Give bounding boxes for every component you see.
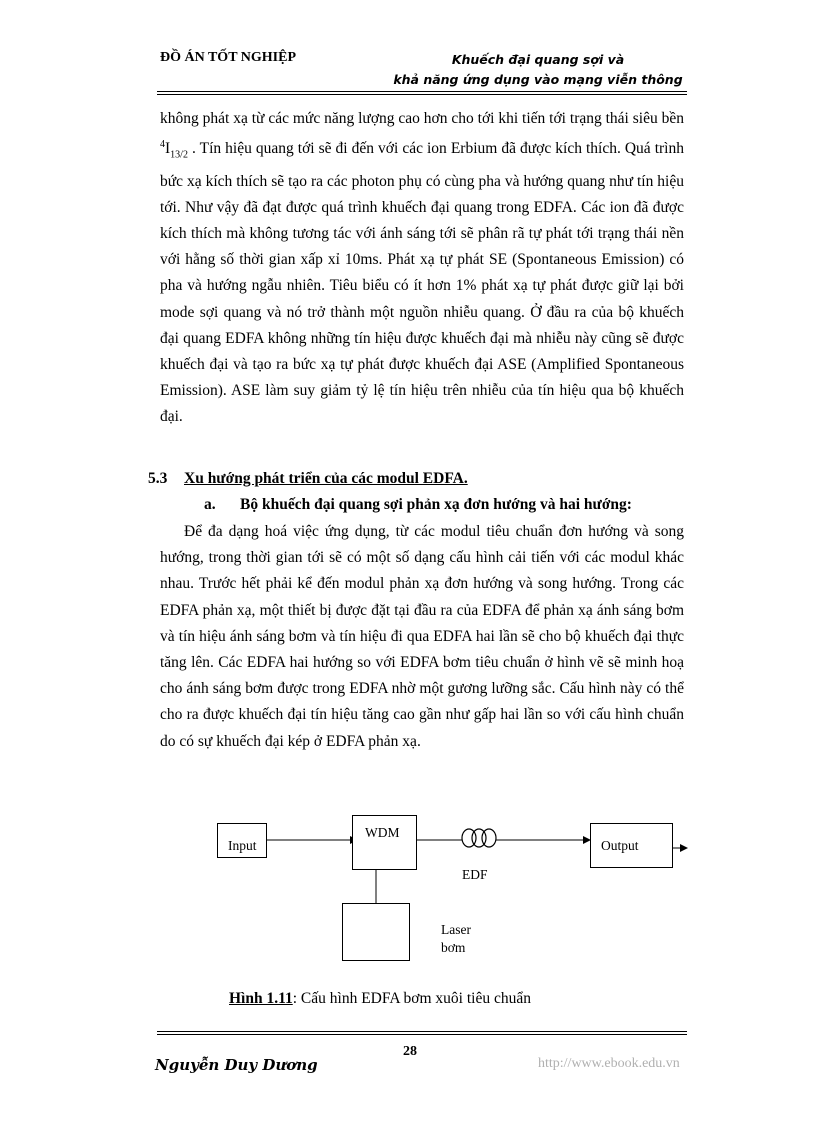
output-label: Output xyxy=(601,838,639,853)
header-title-left: ĐỒ ÁN TỐT NGHIỆP xyxy=(160,50,297,65)
section-number: 5.3 xyxy=(148,470,168,487)
wdm-box xyxy=(352,815,417,870)
footer-rule-bottom xyxy=(157,1034,687,1035)
caption-text: : Cấu hình EDFA bơm xuôi tiêu chuẩn xyxy=(292,990,531,1007)
caption-label: Hình 1.11 xyxy=(229,990,293,1007)
subsection-title: Bộ khuếch đại quang sợi phản xạ đơn hướng và hai hướng: xyxy=(240,496,632,513)
para1-symbol: I xyxy=(165,140,171,158)
subsection-letter: a. xyxy=(204,496,216,513)
page-number: 28 xyxy=(403,1044,417,1059)
header-right-line1: Khuếch đại quang sợi và xyxy=(451,52,625,67)
laser-label-line2: bơm xyxy=(441,940,466,955)
laser-label xyxy=(441,921,471,957)
para1-subscript: 13/2 xyxy=(170,149,188,161)
footer-url: http://www.ebook.edu.vn xyxy=(538,1056,680,1071)
wdm-label: WDM xyxy=(365,825,400,840)
para1-text-b: . Tín hiệu quang tới sẽ đi đến với các ion Erbium đã được kích thích. Quá trình bức xạ kích thích sẽ tạo ra các photon phụ có cùng pha và hướng quang như tín hiệu tới. Như vậy đã đạt được quá trình khuếch đại quang trong EDFA. Các ion đã được kích thích mà không tương tác với ánh sáng tới sẽ phân rã tự phát tới trạng thái nền với hằng số thời gian xấp xỉ 10ms. Phát xạ tự phát SE (Spontaneous Emission) có pha và hướng ngẫu nhiên. Tiêu biểu có ít hơn 1% phát xạ tự phát được giữ lại bởi mode sợi quang và nó trở thành một nguồn nhiễu quang. Ở đầu ra của bộ khuếch đại quang EDFA không những tín hiệu được khuếch đại mà nhiễu này cũng sẽ được khuếch đại và tạo ra bức xạ tự phát được khuếch đại ASE (Amplified Spontaneous Emission). ASE làm suy giảm tỷ lệ tín hiệu trên nhiễu của tín hiệu qua bộ khuếch đại. xyxy=(160,140,684,426)
body-paragraph-2 xyxy=(160,519,684,755)
body-paragraph-1 xyxy=(160,106,684,431)
footer-author: Nguyễn Duy Dương xyxy=(155,1056,318,1074)
output-box xyxy=(590,823,673,868)
footer-rule-top xyxy=(157,1031,687,1032)
header-rule-bottom xyxy=(157,94,687,95)
edf-label: EDF xyxy=(462,867,488,882)
para1-text-a: không phát xạ từ các mức năng lượng cao hơn cho tới khi tiến tới trạng thái siêu bền xyxy=(160,110,684,127)
laser-box xyxy=(342,903,410,961)
figure-caption xyxy=(229,990,531,1008)
laser-label-line1: Laser xyxy=(441,922,471,937)
input-box xyxy=(217,823,267,858)
para2-text: Để đa dạng hoá việc ứng dụng, từ các modul tiêu chuẩn đơn hướng và song hướng, trong thời gian tới sẽ có một số dạng cấu hình cải tiến với các modul khác nhau. Trước hết phải kể đến modul phản xạ đơn hướng và song hướng. Trong các EDFA phản xạ, một thiết bị được đặt tại đầu ra của EDFA để phản xạ ánh sáng bơm và tín hiệu ánh sáng bơm và tín hiệu đi qua EDFA hai lần sẽ cho bộ khuếch đại thực tăng lên. Các EDFA hai hướng so với EDFA bơm tiêu chuẩn ở hình vẽ sẽ minh hoạ cho ánh sáng bơm được trong EDFA nhờ một gương lưỡng sắc. Cấu hình này có thể cho ra được khuếch đại tín hiệu tăng cao gần như gấp hai lần so với cấu hình chuẩn do có sự khuếch đại kép ở EDFA phản xạ. xyxy=(160,523,684,750)
section-title: Xu hướng phát triển của các modul EDFA. xyxy=(184,470,468,487)
header-title-right xyxy=(388,50,688,90)
arrowhead-output-exit xyxy=(680,844,688,852)
para1-superscript: 4 xyxy=(160,139,165,151)
subsection-heading xyxy=(204,496,632,514)
edf-coil-icon xyxy=(462,829,496,847)
header-right-line2: khả năng ứng dụng vào mạng viễn thông xyxy=(393,72,683,87)
section-heading xyxy=(148,470,468,488)
edfa-diagram xyxy=(200,810,700,990)
input-label: Input xyxy=(228,838,257,853)
header-rule-top xyxy=(157,91,687,92)
